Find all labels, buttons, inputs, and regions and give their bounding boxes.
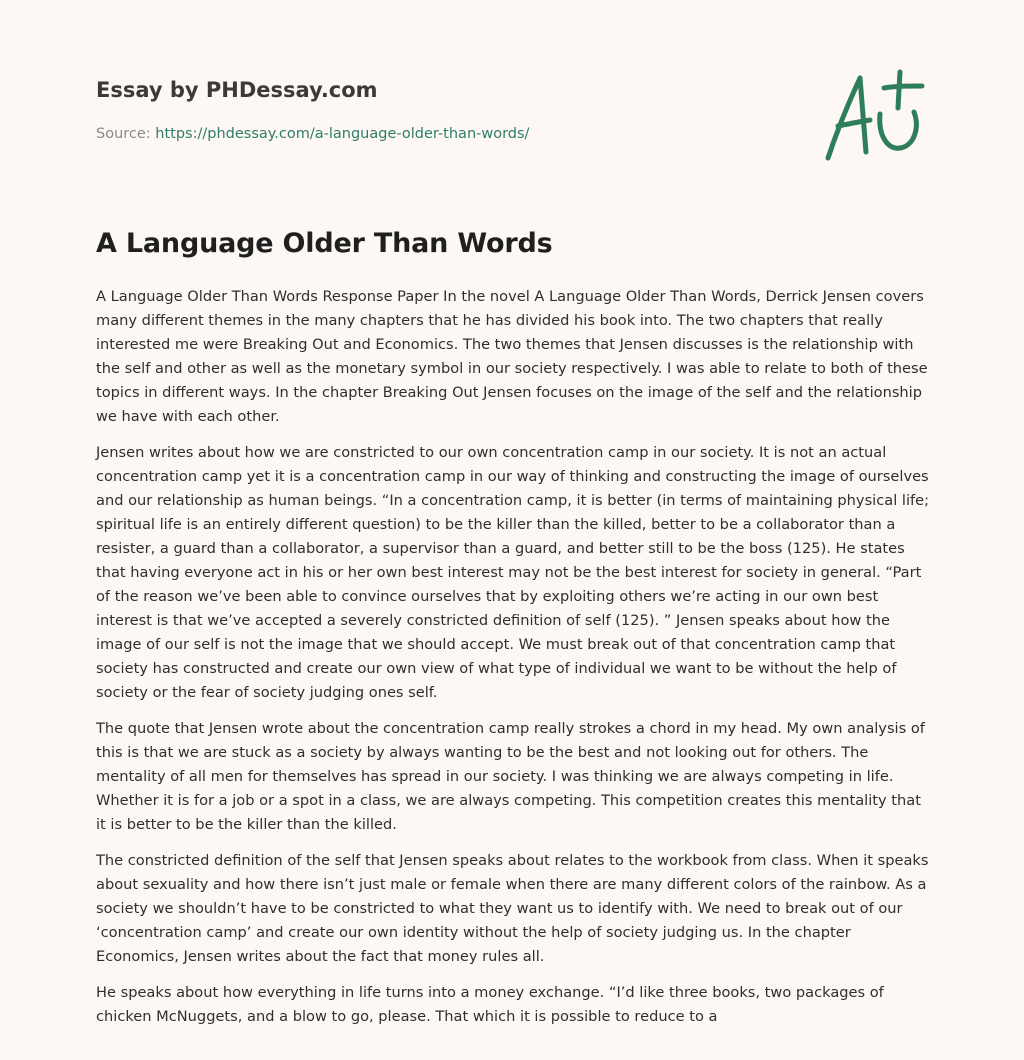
paragraph: Jensen writes about how we are constricted to our own concentration camp in our society. It is not an actual concentration camp yet it is a concentration camp in our way of thinking and constructing the image of ourselves and our relationship as human beings. “In a concentration camp, it is better (in terms of maintaining physical life; spiritual life is an entirely different question) to be the killer than the killed, better to be a collaborator than a resister, a guard than a collaborator, a supervisor than a guard, and better still to be the boss (125). He states that having everyone act in his or her own best interest may not be the best interest for society in general. “Part of the reason we’ve been able to convince ourselves that by exploiting others we’re acting in our own best interest is that we’ve accepted a severely constricted definition of self (125). ” Jensen speaks about how the image of our self is not the image that we should accept. We must break out of that concentration camp that society has constructed and create our own view of what type of individual we want to be without the help of society or the fear of society judging ones self. <box>96 444 930 701</box>
paragraph: The quote that Jensen wrote about the concentration camp really strokes a chord in my head. My own analysis of this is that we are stuck as a society by always wanting to be the best and not looking out for others. The mentality of all men for themselves has spread in our society. I was thinking we are always competing in life. Whether it is for a job or a spot in a class, we are always competing. This competition creates this mentality that it is better to be the killer than the killed. <box>96 720 925 833</box>
essay-header <box>96 76 816 144</box>
source-label: Source: <box>96 126 151 142</box>
essay-body <box>96 285 932 1041</box>
paragraph: A Language Older Than Words Response Paper In the novel A Language Older Than Words, Derrick Jensen covers many different themes in the many chapters that he has divided his book into. The two chapters that really interested me were Breaking Out and Economics. The two themes that Jensen discusses is the relationship with the self and other as well as the monetary symbol in our society respectively. I was able to relate to both of these topics in different ways. In the chapter Breaking Out Jensen focuses on the image of the self and the relationship we have with each other. <box>96 288 928 425</box>
source-link[interactable]: https://phdessay.com/a-language-older-than-words/ <box>155 126 530 142</box>
essay-title: A Language Older Than Words <box>96 228 553 259</box>
paragraph: The constricted definition of the self that Jensen speaks about relates to the workbook from class. When it speaks about sexuality and how there isn’t just male or female when there are many different colors of the rainbow. As a society we shouldn’t have to be constricted to what they want us to identify with. We need to break out of our ‘concentration camp’ and create our own identity without the help of society judging us. In the chapter Economics, Jensen writes about the fact that money rules all. <box>96 852 929 965</box>
brand-title: Essay by PHDessay.com <box>96 78 378 102</box>
paragraph: He speaks about how everything in life turns into a money exchange. “I’d like three books, two packages of chicken McNuggets, and a blow to go, please. That which it is possible to reduce to a <box>96 984 884 1025</box>
source-line <box>96 124 816 144</box>
a-plus-logo-icon <box>818 64 930 168</box>
